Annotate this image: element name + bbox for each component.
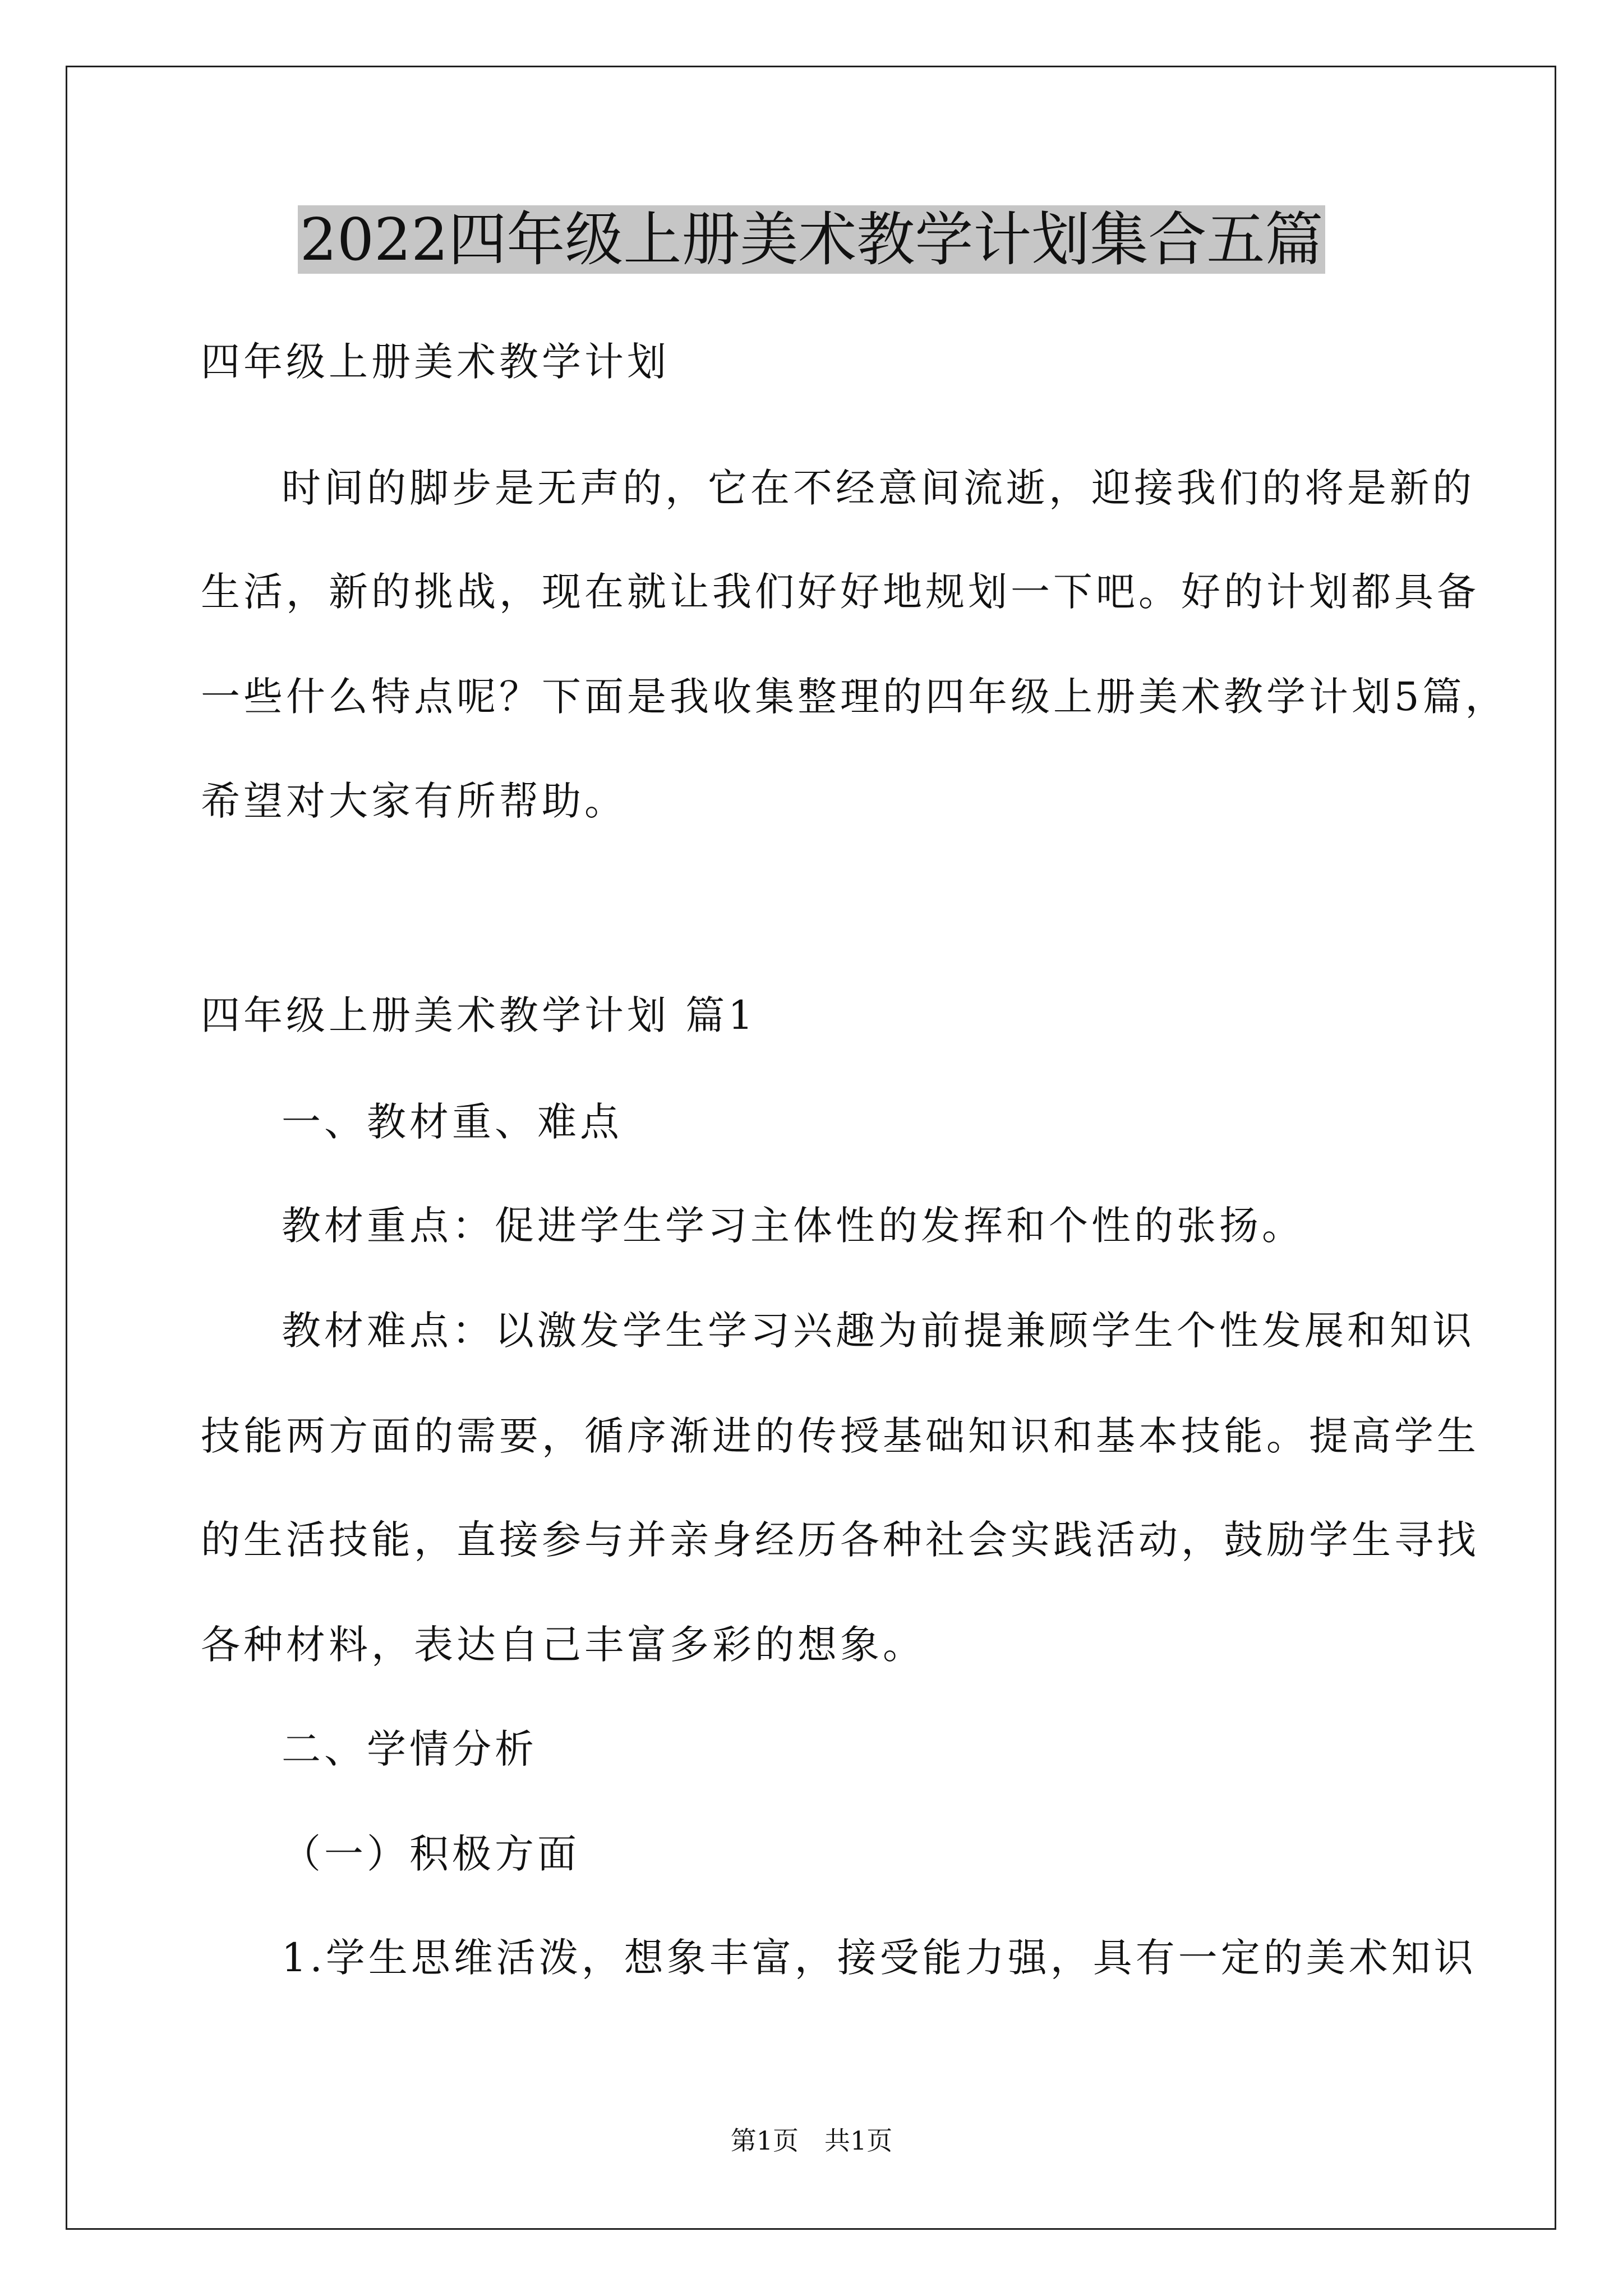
subheading: （一）积极方面: [282, 1831, 580, 1877]
document-title: [0, 197, 1623, 282]
subheading: 一、教材重、难点: [282, 1099, 623, 1145]
section-heading: 四年级上册美术教学计划: [201, 339, 670, 385]
paragraph-line: 各种材料，表达自己丰富多彩的想象。: [201, 1622, 925, 1668]
section-heading: 四年级上册美术教学计划 篇1: [201, 992, 757, 1038]
paragraph-line: 的生活技能，直接参与并亲身经历各种社会实践活动，鼓励学生寻找: [201, 1517, 1479, 1563]
paragraph-line: 时间的脚步是无声的，它在不经意间流逝，迎接我们的将是新的: [282, 465, 1475, 511]
paragraph-line: 教材难点：以激发学生学习兴趣为前提兼顾学生个性发展和知识: [282, 1308, 1475, 1354]
document-title-text: 2022四年级上册美术教学计划集合五篇: [298, 205, 1326, 274]
paragraph-line: 技能两方面的需要，循序渐进的传授基础知识和基本技能。提高学生: [201, 1413, 1479, 1459]
page-footer: 第1页 共1页: [730, 2125, 893, 2156]
paragraph-line: 生活，新的挑战，现在就让我们好好地规划一下吧。好的计划都具备: [201, 569, 1479, 615]
paragraph-line: 1.学生思维活泼，想象丰富，接受能力强，具有一定的美术知识: [282, 1935, 1477, 1981]
paragraph-line: 一些什么特点呢？下面是我收集整理的四年级上册美术教学计划5篇，: [201, 674, 1508, 720]
paragraph-line: 教材重点：促进学生学习主体性的发挥和个性的张扬。: [282, 1203, 1304, 1249]
paragraph-line: 希望对大家有所帮助。: [201, 778, 627, 824]
subheading: 二、学情分析: [282, 1726, 537, 1772]
